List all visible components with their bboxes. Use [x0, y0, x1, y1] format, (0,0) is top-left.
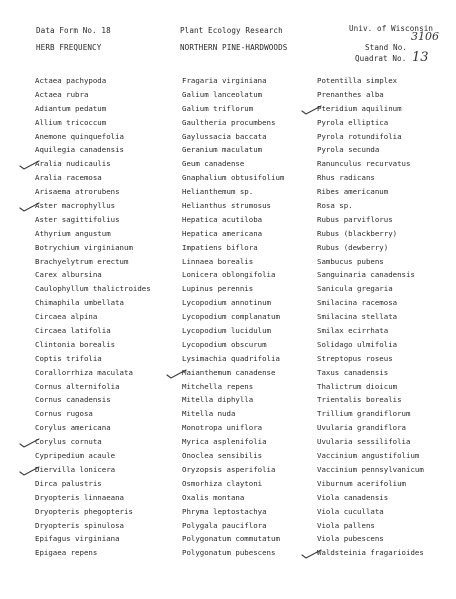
species-row [317, 116, 424, 130]
species-row [182, 491, 284, 505]
species-name: Cypripedium acaule [35, 451, 116, 461]
species-name: Cornus alternifolia [35, 381, 120, 391]
species-row [317, 421, 424, 435]
species-name: Corylus americana [35, 423, 111, 433]
species-row [317, 352, 424, 366]
species-name: Vaccinium pennsylvanicum [317, 464, 424, 474]
species-name: Actaea rubra [35, 89, 89, 99]
species-row [35, 116, 151, 130]
species-name: Lycopodium annotinum [182, 298, 271, 308]
species-row [35, 519, 151, 533]
quadrat-label: Quadrat No. [355, 54, 407, 63]
species-row [35, 213, 151, 227]
species-name: Viola pallens [317, 520, 375, 530]
species-name: Rubus (dewberry) [317, 242, 389, 252]
species-name: Hepatica acutiloba [182, 214, 263, 224]
species-row [182, 185, 284, 199]
species-row [317, 185, 424, 199]
species-name: Gaylussacia baccata [182, 131, 267, 141]
species-name: Athyrium angustum [35, 228, 111, 238]
species-row [182, 407, 284, 421]
species-row [317, 546, 424, 560]
species-row [35, 546, 151, 560]
species-row [182, 477, 284, 491]
species-row [182, 449, 284, 463]
species-row [317, 268, 424, 282]
species-row [35, 407, 151, 421]
species-row [317, 449, 424, 463]
species-name: Prenanthes alba [317, 89, 384, 99]
species-row [317, 393, 424, 407]
species-name: Chimaphila umbellata [35, 298, 124, 308]
species-row [35, 435, 151, 449]
species-row [182, 352, 284, 366]
species-row [317, 282, 424, 296]
species-name: Oryzopsis asperifolia [182, 464, 276, 474]
species-row [317, 310, 424, 324]
species-name: Rhus radicans [317, 173, 375, 183]
species-name: Circaea alpina [35, 312, 98, 322]
species-name: Galium lanceolatum [182, 89, 263, 99]
species-name: Lycopodium lucidulum [182, 326, 271, 336]
species-row [35, 463, 151, 477]
species-name: Dryopteris linnaeana [35, 492, 124, 502]
species-name: Impatiens biflora [182, 242, 258, 252]
species-name: Sanicula gregaria [317, 284, 393, 294]
species-row [35, 393, 151, 407]
species-name: Viola cucullata [317, 506, 384, 516]
species-row [182, 435, 284, 449]
species-name: Trillium grandiflorum [317, 409, 411, 419]
species-row [317, 463, 424, 477]
species-row [317, 380, 424, 394]
species-name: Ribes americanum [317, 187, 389, 197]
species-name: Hepatica americana [182, 228, 263, 238]
university-name: Univ. of Wisconsin [349, 24, 434, 33]
species-row [182, 310, 284, 324]
species-row [182, 519, 284, 533]
species-row [35, 241, 151, 255]
species-name: Clintonia borealis [35, 339, 116, 349]
species-row [35, 310, 151, 324]
species-name: Actaea pachypoda [35, 76, 107, 85]
species-name: Streptopus roseus [317, 353, 393, 363]
species-row [317, 255, 424, 269]
species-row [182, 546, 284, 560]
species-name: Anemone quinquefolia [35, 131, 124, 141]
species-row [182, 532, 284, 546]
species-row [35, 532, 151, 546]
species-name: Sanguinaria canadensis [317, 270, 415, 280]
species-name: Viola canadensis [317, 492, 389, 502]
species-name: Smilacina racemosa [317, 298, 398, 308]
check-mark-icon [19, 435, 41, 449]
species-name: Pyrola secunda [317, 145, 380, 155]
species-name: Osmorhiza claytoni [182, 478, 263, 488]
species-name: Epifagus virginiana [35, 534, 120, 544]
species-name: Potentilla simplex [317, 76, 398, 85]
species-row [317, 505, 424, 519]
species-row [35, 421, 151, 435]
species-name: Polygonatum commutatum [182, 534, 280, 544]
species-row [317, 171, 424, 185]
organization-name: Plant Ecology Research [180, 26, 283, 35]
quadrat-number-handwritten: 13 [412, 50, 429, 65]
species-name: Aster macrophyllus [35, 201, 116, 211]
species-row [182, 241, 284, 255]
species-row [182, 102, 284, 116]
species-row [35, 185, 151, 199]
species-name: Polygala pauciflora [182, 520, 267, 530]
species-row [182, 199, 284, 213]
species-row [317, 532, 424, 546]
species-row [35, 199, 151, 213]
species-name: Linnaea borealis [182, 256, 254, 266]
species-row [317, 130, 424, 144]
species-name: Mitella nuda [182, 409, 236, 419]
species-row [317, 199, 424, 213]
species-name: Arisaema atrorubens [35, 187, 120, 197]
species-name: Myrica asplenifolia [182, 437, 267, 447]
species-name: Trientalis borealis [317, 395, 402, 405]
species-row [35, 171, 151, 185]
species-row [317, 338, 424, 352]
species-name: Mitchella repens [182, 381, 254, 391]
species-name: Lycopodium complanatum [182, 312, 280, 322]
species-row [182, 255, 284, 269]
species-name: Rosa sp. [317, 201, 353, 211]
species-name: Botrychium virginianum [35, 242, 133, 252]
species-row [182, 88, 284, 102]
check-mark-icon [19, 199, 41, 213]
species-name: Viburnum acerifolium [317, 478, 406, 488]
species-name: Lysimachia quadrifolia [182, 353, 280, 363]
species-row [317, 157, 424, 171]
species-name: Monotropa uniflora [182, 423, 263, 433]
species-name: Onoclea sensibilis [182, 451, 263, 461]
check-mark-icon [301, 546, 323, 560]
species-row [35, 74, 151, 88]
species-row [35, 282, 151, 296]
check-mark-icon [19, 157, 41, 171]
species-name: Ranunculus recurvatus [317, 159, 411, 169]
species-column-3 [317, 74, 424, 560]
species-row [317, 296, 424, 310]
species-row [35, 380, 151, 394]
species-row [317, 102, 424, 116]
species-name: Smilacina stellata [317, 312, 398, 322]
form-title-left: HERB FREQUENCY [36, 43, 102, 52]
species-row [182, 227, 284, 241]
species-name: Lonicera oblongifolia [182, 270, 276, 280]
species-row [317, 477, 424, 491]
species-name: Dryopteris spinulosa [35, 520, 124, 530]
species-row [35, 157, 151, 171]
species-name: Gnaphalium obtusifolium [182, 173, 285, 183]
species-name: Dirca palustris [35, 478, 102, 488]
species-name: Polygonatum pubescens [182, 548, 276, 558]
species-row [182, 324, 284, 338]
species-name: Rubus (blackberry) [317, 228, 398, 238]
species-row [35, 352, 151, 366]
species-name: Oxalis montana [182, 492, 245, 502]
species-name: Galium triflorum [182, 103, 254, 113]
species-name: Uvularia sessilifolia [317, 437, 411, 447]
check-mark-icon [166, 366, 188, 380]
species-name: Helianthus strumosus [182, 201, 271, 211]
species-name: Pteridium aquilinum [317, 103, 402, 113]
species-name: Gaultheria procumbens [182, 117, 276, 127]
species-name: Sambucus pubens [317, 256, 384, 266]
species-name: Aquilegia canadensis [35, 145, 124, 155]
species-row [182, 366, 284, 380]
species-name: Epigaea repens [35, 548, 98, 558]
species-row [182, 505, 284, 519]
species-name: Smilax ecirrhata [317, 326, 389, 336]
species-row [182, 74, 284, 88]
species-name: Aralia nudicaulis [35, 159, 111, 169]
species-name: Allium tricoccum [35, 117, 107, 127]
species-row [182, 130, 284, 144]
check-mark-icon [19, 463, 41, 477]
check-mark-icon [301, 102, 323, 116]
species-row [182, 463, 284, 477]
species-row [35, 338, 151, 352]
species-row [182, 296, 284, 310]
species-name: Pyrola elliptica [317, 117, 389, 127]
species-name: Dryopteris phegopteris [35, 506, 133, 516]
species-row [35, 477, 151, 491]
species-name: Geranium maculatum [182, 145, 263, 155]
species-row [182, 143, 284, 157]
species-name: Aster sagittifolius [35, 214, 120, 224]
species-row [35, 449, 151, 463]
species-name: Diervilla lonicera [35, 464, 116, 474]
species-name: Lycopodium obscurum [182, 339, 267, 349]
species-row [317, 519, 424, 533]
species-row [35, 255, 151, 269]
species-name: Uvularia grandiflora [317, 423, 406, 433]
species-row [182, 213, 284, 227]
species-name: Maianthemum canadense [182, 367, 276, 377]
species-row [182, 116, 284, 130]
species-name: Geum canadense [182, 159, 245, 169]
species-row [317, 491, 424, 505]
species-row [317, 241, 424, 255]
species-name: Solidago ulmifolia [317, 339, 398, 349]
species-row [317, 324, 424, 338]
species-name: Taxus canadensis [317, 367, 389, 377]
species-row [317, 74, 424, 88]
species-name: Aralia racemosa [35, 173, 102, 183]
species-name: Coptis trifolia [35, 353, 102, 363]
species-row [182, 421, 284, 435]
species-row [35, 366, 151, 380]
species-name: Vaccinium angustifolium [317, 451, 420, 461]
species-row [182, 268, 284, 282]
species-row [35, 268, 151, 282]
species-row [35, 296, 151, 310]
species-row [317, 143, 424, 157]
species-row [35, 491, 151, 505]
species-row [317, 435, 424, 449]
species-name: Cornus rugosa [35, 409, 93, 419]
species-name: Cornus canadensis [35, 395, 111, 405]
species-column-2 [182, 74, 284, 560]
form-number: Data Form No. 18 [36, 26, 111, 35]
species-name: Circaea latifolia [35, 326, 111, 336]
species-row [35, 324, 151, 338]
species-row [182, 157, 284, 171]
form-title-middle: NORTHERN PINE-HARDWOODS [180, 43, 288, 52]
species-row [182, 338, 284, 352]
species-row [35, 88, 151, 102]
species-name: Corallorrhiza maculata [35, 367, 133, 377]
species-name: Thalictrum dioicum [317, 381, 398, 391]
species-name: Lupinus perennis [182, 284, 254, 294]
species-column-1 [35, 74, 151, 560]
species-name: Brachyelytrum erectum [35, 256, 129, 266]
stand-label: Stand No. [365, 43, 408, 52]
species-row [317, 407, 424, 421]
species-name: Waldsteinia fragarioides [317, 548, 424, 558]
species-row [317, 366, 424, 380]
species-name: Carex albursina [35, 270, 102, 280]
species-name: Viola pubescens [317, 534, 384, 544]
species-row [182, 393, 284, 407]
species-row [317, 227, 424, 241]
species-name: Caulophyllum thalictroides [35, 284, 151, 294]
species-row [35, 227, 151, 241]
species-name: Fragaria virginiana [182, 76, 267, 85]
species-row [35, 102, 151, 116]
species-name: Helianthemum sp. [182, 187, 254, 197]
species-name: Pyrola rotundifolia [317, 131, 402, 141]
species-row [182, 380, 284, 394]
species-row [317, 213, 424, 227]
species-row [35, 130, 151, 144]
stand-number-handwritten: 3106 [411, 30, 439, 43]
species-row [35, 143, 151, 157]
species-row [35, 505, 151, 519]
species-row [182, 171, 284, 185]
species-name: Phryma leptostachya [182, 506, 267, 516]
species-row [317, 88, 424, 102]
species-name: Mitella diphylla [182, 395, 254, 405]
species-name: Adiantum pedatum [35, 103, 107, 113]
species-name: Corylus cornuta [35, 437, 102, 447]
species-name: Rubus parviflorus [317, 214, 393, 224]
species-row [182, 282, 284, 296]
